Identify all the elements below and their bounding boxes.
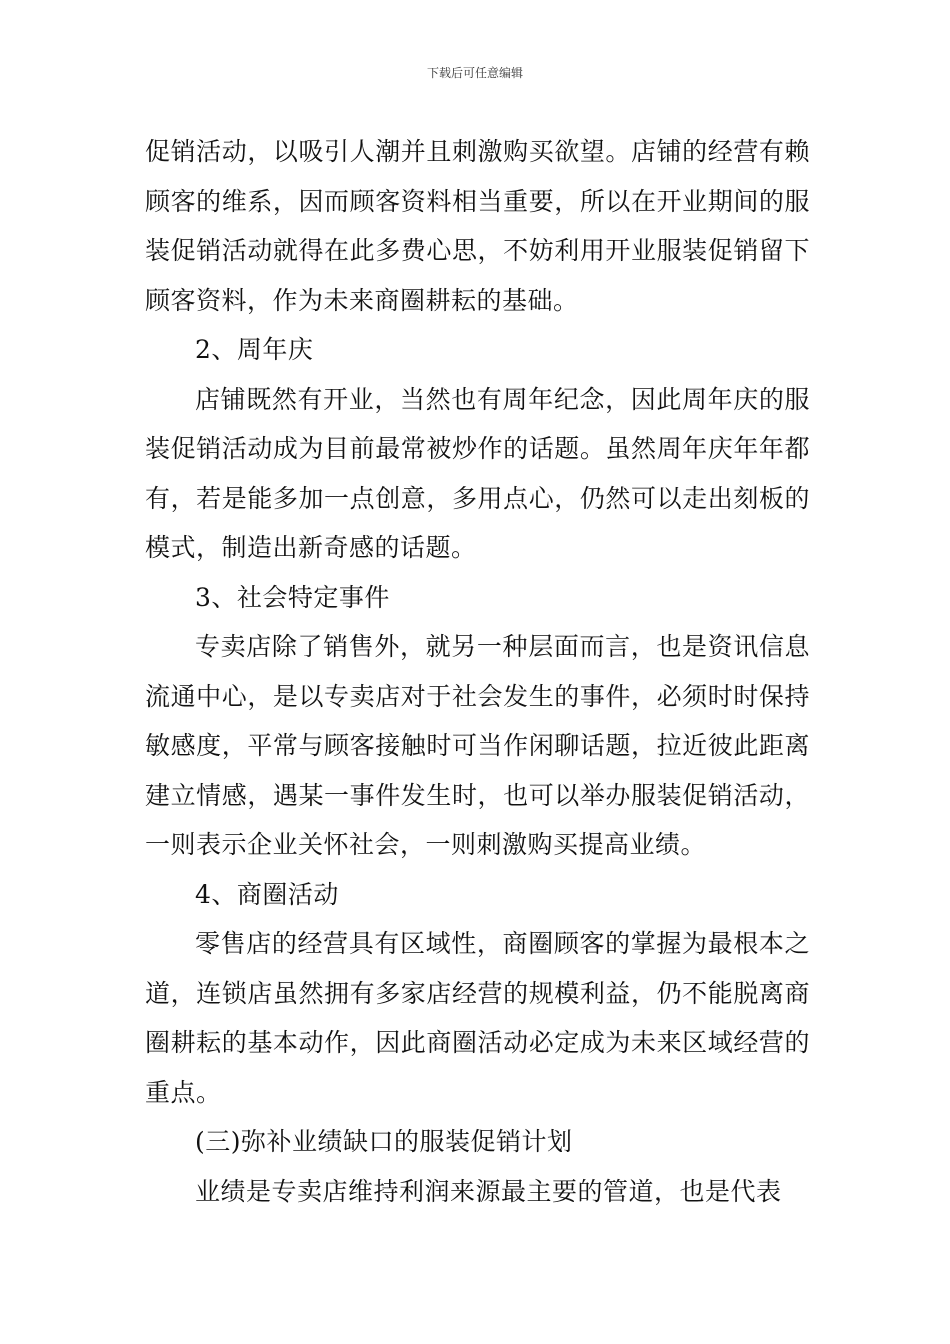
document-body: [145, 127, 810, 1216]
section-heading-social-events: 3、社会特定事件: [195, 582, 390, 612]
paragraph-performance: 业绩是专卖店维持利润来源最主要的管道，也是代表: [195, 1176, 782, 1206]
section-heading-trade-area: 4、商圈活动: [195, 879, 339, 909]
section-heading-performance-gap: (三)弥补业绩缺口的服装促销计划: [195, 1127, 573, 1156]
paragraph-continuation: 促销活动，以吸引人潮并且刺激购买欲望。店铺的经营有赖顾客的维系，因而顾客资料相当重要，所以在开业期间的服装促销活动就得在此多费心思，不妨利用开业服装促销留下顾客资料，作为未来商圈耕耘的基础。: [145, 137, 810, 315]
section-heading-anniversary: 2、周年庆: [195, 335, 314, 364]
paragraph-trade-area: 零售店的经营具有区域性，商圈顾客的掌握为最根本之道，连锁店虽然拥有多家店经营的规模利益，仍不能脱离商圈耕耘的基本动作，因此商圈活动必定成为未来区域经营的重点。: [145, 929, 810, 1107]
paragraph-social-events: 专卖店除了销售外，就另一种层面而言，也是资讯信息流通中心，是以专卖店对于社会发生的事件，必须时时保持敏感度，平常与顾客接触时可当作闲聊话题，拉近彼此距离建立情感，遇某一事件发生时，也可以举办服装促销活动，一则表示企业关怀社会，一则刺激购买提高业绩。: [145, 632, 810, 859]
page-header: 下载后可任意编辑: [426, 66, 523, 80]
paragraph-anniversary: 店铺既然有开业，当然也有周年纪念，因此周年庆的服装促销活动成为目前最常被炒作的话题。虽然周年庆年年都有，若是能多加一点创意，多用点心，仍然可以走出刻板的模式，制造出新奇感的话题。: [145, 384, 810, 562]
